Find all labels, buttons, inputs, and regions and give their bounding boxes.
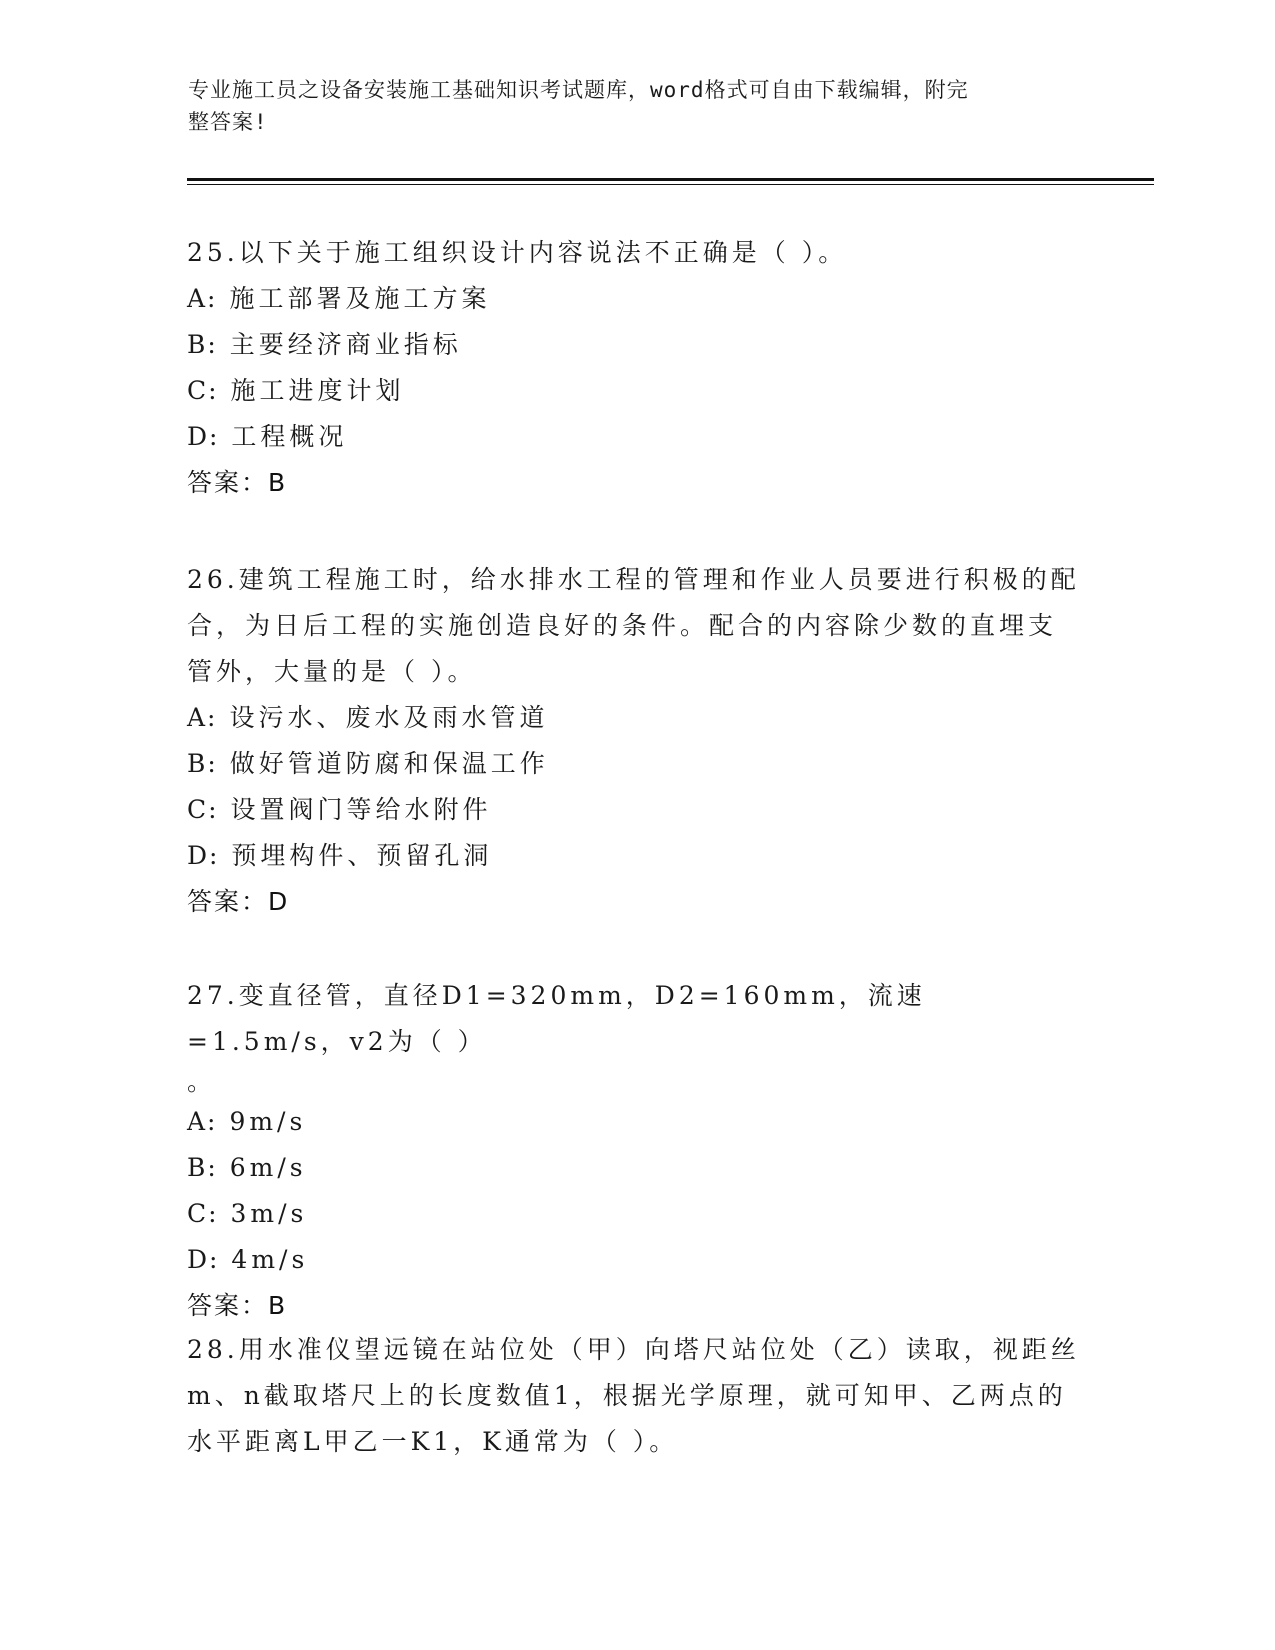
header-divider-thick [187, 178, 1154, 181]
header-divider-thin [187, 184, 1154, 185]
answer: 答案：B [187, 1291, 288, 1320]
option-text: 施工进度计划 [230, 376, 405, 405]
option-label: C: [187, 795, 219, 824]
question-stem-line: 27.变直径管，直径D1=320mm，D2=160mm，流速=1.5m/s，v2为（ ） [187, 981, 926, 1056]
option-text: 9m/s [229, 1107, 307, 1136]
option-b [187, 741, 1087, 787]
option-label: A: [187, 1107, 218, 1136]
option-label: B: [187, 749, 218, 778]
option-text: 预埋构件、预留孔洞 [231, 841, 493, 870]
option-d [187, 1237, 1087, 1283]
option-text: 3m/s [230, 1199, 308, 1228]
option-b [187, 1145, 1087, 1191]
question-stem-line: 管外，大量的是（ ）。 [187, 657, 477, 686]
option-a [187, 1099, 1087, 1145]
option-text: 做好管道防腐和保温工作 [229, 749, 549, 778]
option-c [187, 1191, 1087, 1237]
option-c [187, 787, 1087, 833]
question-stem-line: 。 [187, 1067, 217, 1096]
option-b [187, 322, 1087, 368]
question-25 [187, 230, 1087, 506]
option-text: 主要经济商业指标 [229, 330, 462, 359]
option-c [187, 368, 1087, 414]
answer: 答案：D [187, 887, 290, 916]
question-26 [187, 557, 1087, 925]
option-label: C: [187, 1199, 219, 1228]
question-28 [187, 1327, 1087, 1465]
question-stem: 25.以下关于施工组织设计内容说法不正确是（ ）。 [187, 238, 848, 267]
question-stem-line: 合，为日后工程的实施创造良好的条件。配合的内容除少数的直埋支 [187, 611, 1058, 640]
option-label: A: [187, 284, 218, 313]
option-label: B: [187, 330, 218, 359]
question-stem-line: 28.用水准仪望远镜在站位处（甲）向塔尺站位处（乙）读取，视距丝 [187, 1335, 1080, 1364]
header-line-2: 整答案! [188, 110, 268, 134]
header-line-1: 专业施工员之设备安装施工基础知识考试题库，word格式可自由下载编辑，附完 [188, 78, 969, 102]
option-label: A: [187, 703, 218, 732]
question-27 [187, 973, 1087, 1329]
option-label: D: [187, 1245, 220, 1274]
question-stem-line: 26.建筑工程施工时，给水排水工程的管理和作业人员要进行积极的配 [187, 565, 1080, 594]
option-d [187, 414, 1087, 460]
option-text: 6m/s [229, 1153, 307, 1182]
document-header [188, 74, 1068, 138]
option-text: 施工部署及施工方案 [229, 284, 491, 313]
answer: 答案：B [187, 468, 288, 497]
option-label: B: [187, 1153, 218, 1182]
option-label: D: [187, 422, 220, 451]
option-d [187, 833, 1087, 879]
question-stem-line: 水平距离L甲乙一K1，K通常为（ ）。 [187, 1427, 679, 1456]
option-text: 设置阀门等给水附件 [230, 795, 492, 824]
option-text: 设污水、废水及雨水管道 [229, 703, 549, 732]
question-stem-line: m、n截取塔尺上的长度数值1，根据光学原理，就可知甲、乙两点的 [187, 1381, 1067, 1410]
option-label: C: [187, 376, 219, 405]
option-a [187, 276, 1087, 322]
option-text: 工程概况 [231, 422, 348, 451]
option-label: D: [187, 841, 220, 870]
option-text: 4m/s [231, 1245, 309, 1274]
option-a [187, 695, 1087, 741]
